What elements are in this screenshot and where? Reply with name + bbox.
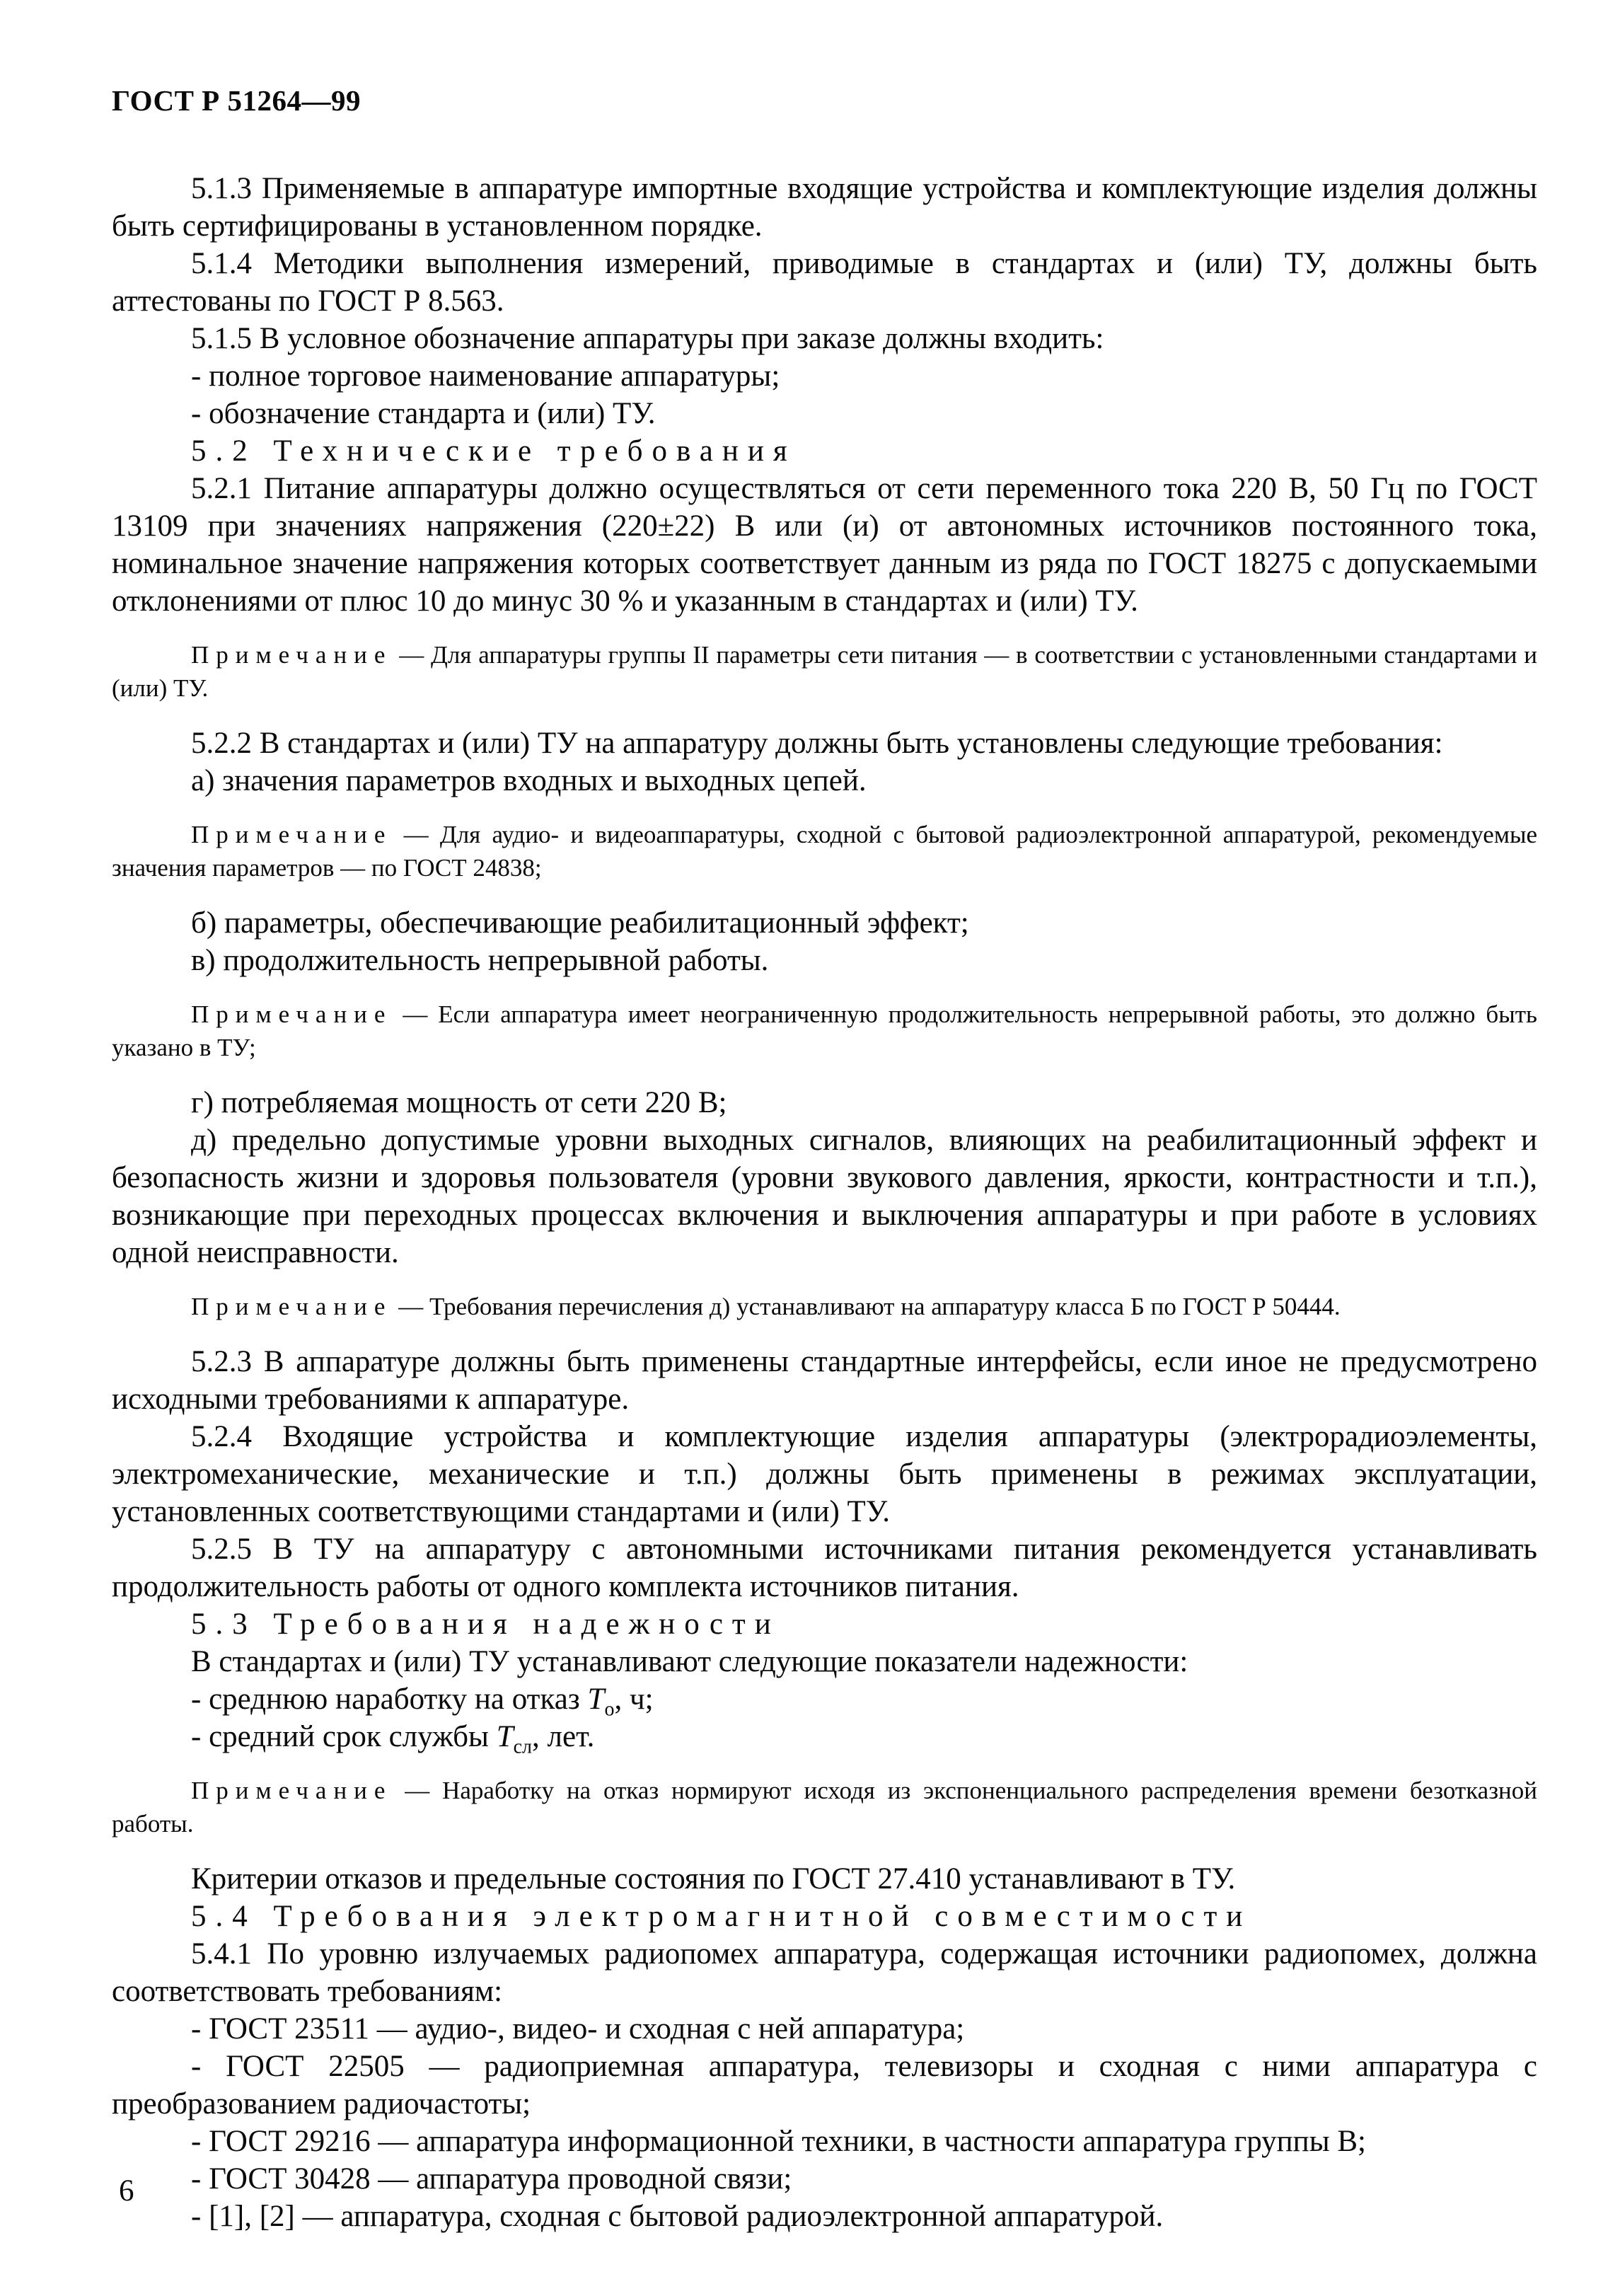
- note: [112, 1290, 1537, 1323]
- list-item: - ГОСТ 30428 — аппаратура проводной связи;: [191, 2162, 792, 2196]
- note-text: Наработку на отказ нормируют исходя из экспоненциального распределения времени безотказной работы.: [112, 1777, 1537, 1838]
- list-item: в) продолжительность непрерывной работы.: [191, 944, 769, 977]
- note-dash: —: [392, 1777, 443, 1804]
- section-heading-5-4: 5.4 Требования электромагнитной совместимости: [191, 1900, 1252, 1933]
- note: [112, 638, 1537, 705]
- note-label: Примечание: [191, 1293, 393, 1320]
- note: [112, 1774, 1537, 1840]
- note-dash: —: [392, 1000, 439, 1028]
- list-item: - полное торговое наименование аппаратуры;: [191, 359, 780, 393]
- paragraph-5-3-intro: В стандартах и (или) ТУ устанавливают следующие показатели надежности:: [191, 1645, 1188, 1678]
- paragraph-5-1-5: 5.1.5 В условное обозначение аппаратуры при заказе должны входить:: [191, 322, 1104, 355]
- paragraph-5-2-3: 5.2.3 В аппаратуре должны быть применены стандартные интерфейсы, если иное не предусмотрено исходными требованиями к аппаратуре.: [112, 1345, 1537, 1416]
- list-item: д) предельно допустимые уровни выходных сигналов, влияющих на реабилитационный эффект и безопасность жизни и здоровья пользователя (уровни звукового давления, яркости, контрастности и т.п.), возникающие при переходных процессах включения и выключения аппаратуры и при работе в условиях одной неисправности.: [112, 1124, 1537, 1269]
- list-item: б) параметры, обеспечивающие реабилитационный эффект;: [191, 906, 969, 940]
- standard-header: ГОСТ Р 51264—99: [112, 84, 361, 117]
- note-label: Примечание: [191, 821, 393, 848]
- list-item: [112, 1680, 1537, 1721]
- list-item: - ГОСТ 23511 — аудио-, видео- и сходная с ней аппаратура;: [191, 2012, 965, 2046]
- paragraph-5-2-4: 5.2.4 Входящие устройства и комплектующие изделия аппаратуры (электрорадиоэлементы, электромеханические, механические и т.п.) должны быть применены в режимах эксплуатации, установленных соответствующими стандартами и (или) ТУ.: [112, 1420, 1537, 1528]
- paragraph-5-1-3: 5.1.3 Применяемые в аппаратуре импортные входящие устройства и комплектующие изделия должны быть сертифицированы в установленном порядке.: [112, 172, 1537, 243]
- page-number: 6: [119, 2174, 134, 2208]
- list-item: а) значения параметров входных и выходных цепей.: [191, 764, 867, 797]
- note: [112, 998, 1537, 1064]
- section-heading-5-2: 5.2 Технические требования: [191, 434, 797, 468]
- list-item: [112, 1718, 1537, 1758]
- list-item: - обозначение стандарта и (или) ТУ.: [191, 397, 656, 430]
- note-dash: —: [392, 1293, 429, 1320]
- document-body: [112, 170, 1537, 2235]
- note-label: Примечание: [191, 1777, 393, 1804]
- list-item: - ГОСТ 29216 — аппаратура информационной техники, в частности аппаратура группы В;: [191, 2125, 1366, 2158]
- paragraph-5-2-2: 5.2.2 В стандартах и (или) ТУ на аппаратуру должны быть установлены следующие требования:: [191, 727, 1443, 760]
- list-item-text: - средний срок службы: [191, 1720, 497, 1753]
- note-text: Если аппаратура имеет неограниченную продолжительность непрерывной работы, это должно быть указано в ТУ;: [112, 1000, 1537, 1061]
- list-item: - ГОСТ 22505 — радиоприемная аппаратура, телевизоры и сходная с ними аппаратура с преобразованием радиочастоты;: [112, 2050, 1537, 2121]
- note-label: Примечание: [191, 1000, 393, 1028]
- section-heading-5-3: 5.3 Требования надежности: [191, 1608, 780, 1641]
- paragraph-5-1-4: 5.1.4 Методики выполнения измерений, приводимые в стандартах и (или) ТУ, должны быть аттестованы по ГОСТ Р 8.563.: [112, 247, 1537, 318]
- list-item-text: , ч;: [614, 1683, 654, 1716]
- note-label: Примечание: [191, 641, 393, 669]
- note-text: Для аудио- и видеоаппаратуры, сходной с бытовой радиоэлектронной аппаратурой, рекомендуемые значения параметров — по ГОСТ 24838;: [112, 821, 1538, 882]
- paragraph-5-4-1: 5.4.1 По уровню излучаемых радиопомех аппаратура, содержащая источники радиопомех, должна соответствовать требованиям:: [112, 1937, 1537, 2008]
- list-item-text: - среднюю наработку на отказ: [191, 1683, 588, 1716]
- symbol-t: T: [587, 1683, 605, 1716]
- paragraph-5-2-5: 5.2.5 В ТУ на аппаратуру с автономными источниками питания рекомендуется устанавливать продолжительность работы от одного комплекта источников питания.: [112, 1533, 1537, 1603]
- note-dash: —: [392, 641, 432, 669]
- note-dash: —: [392, 821, 440, 848]
- symbol-subscript: о: [604, 1698, 615, 1721]
- list-item: - [1], [2] — аппаратура, сходная с бытовой радиоэлектронной аппаратурой.: [191, 2200, 1164, 2233]
- note: [112, 818, 1537, 884]
- list-item-text: , лет.: [532, 1720, 595, 1753]
- symbol-subscript: сл: [513, 1736, 533, 1758]
- list-item: г) потребляемая мощность от сети 220 В;: [191, 1086, 727, 1119]
- paragraph-5-2-1: 5.2.1 Питание аппаратуры должно осуществляться от сети переменного тока 220 В, 50 Гц по ГОСТ 13109 при значениях напряжения (220±22) В или (и) от автономных источников постоянного тока, номинальное значение напряжения которых соответствует данным из ряда по ГОСТ 18275 с допускаемыми отклонениями от плюс 10 до минус 30 % и указанным в стандартах и (или) ТУ.: [112, 472, 1537, 618]
- note-text: Для аппаратуры группы II параметры сети питания — в соответствии с установленными стандартами и (или) ТУ.: [112, 641, 1537, 702]
- paragraph-criteria: Критерии отказов и предельные состояния по ГОСТ 27.410 устанавливают в ТУ.: [191, 1862, 1236, 1896]
- symbol-t: T: [496, 1720, 514, 1753]
- note-text: Требования перечисления д) устанавливают на аппаратуру класса Б по ГОСТ Р 50444.: [429, 1293, 1341, 1320]
